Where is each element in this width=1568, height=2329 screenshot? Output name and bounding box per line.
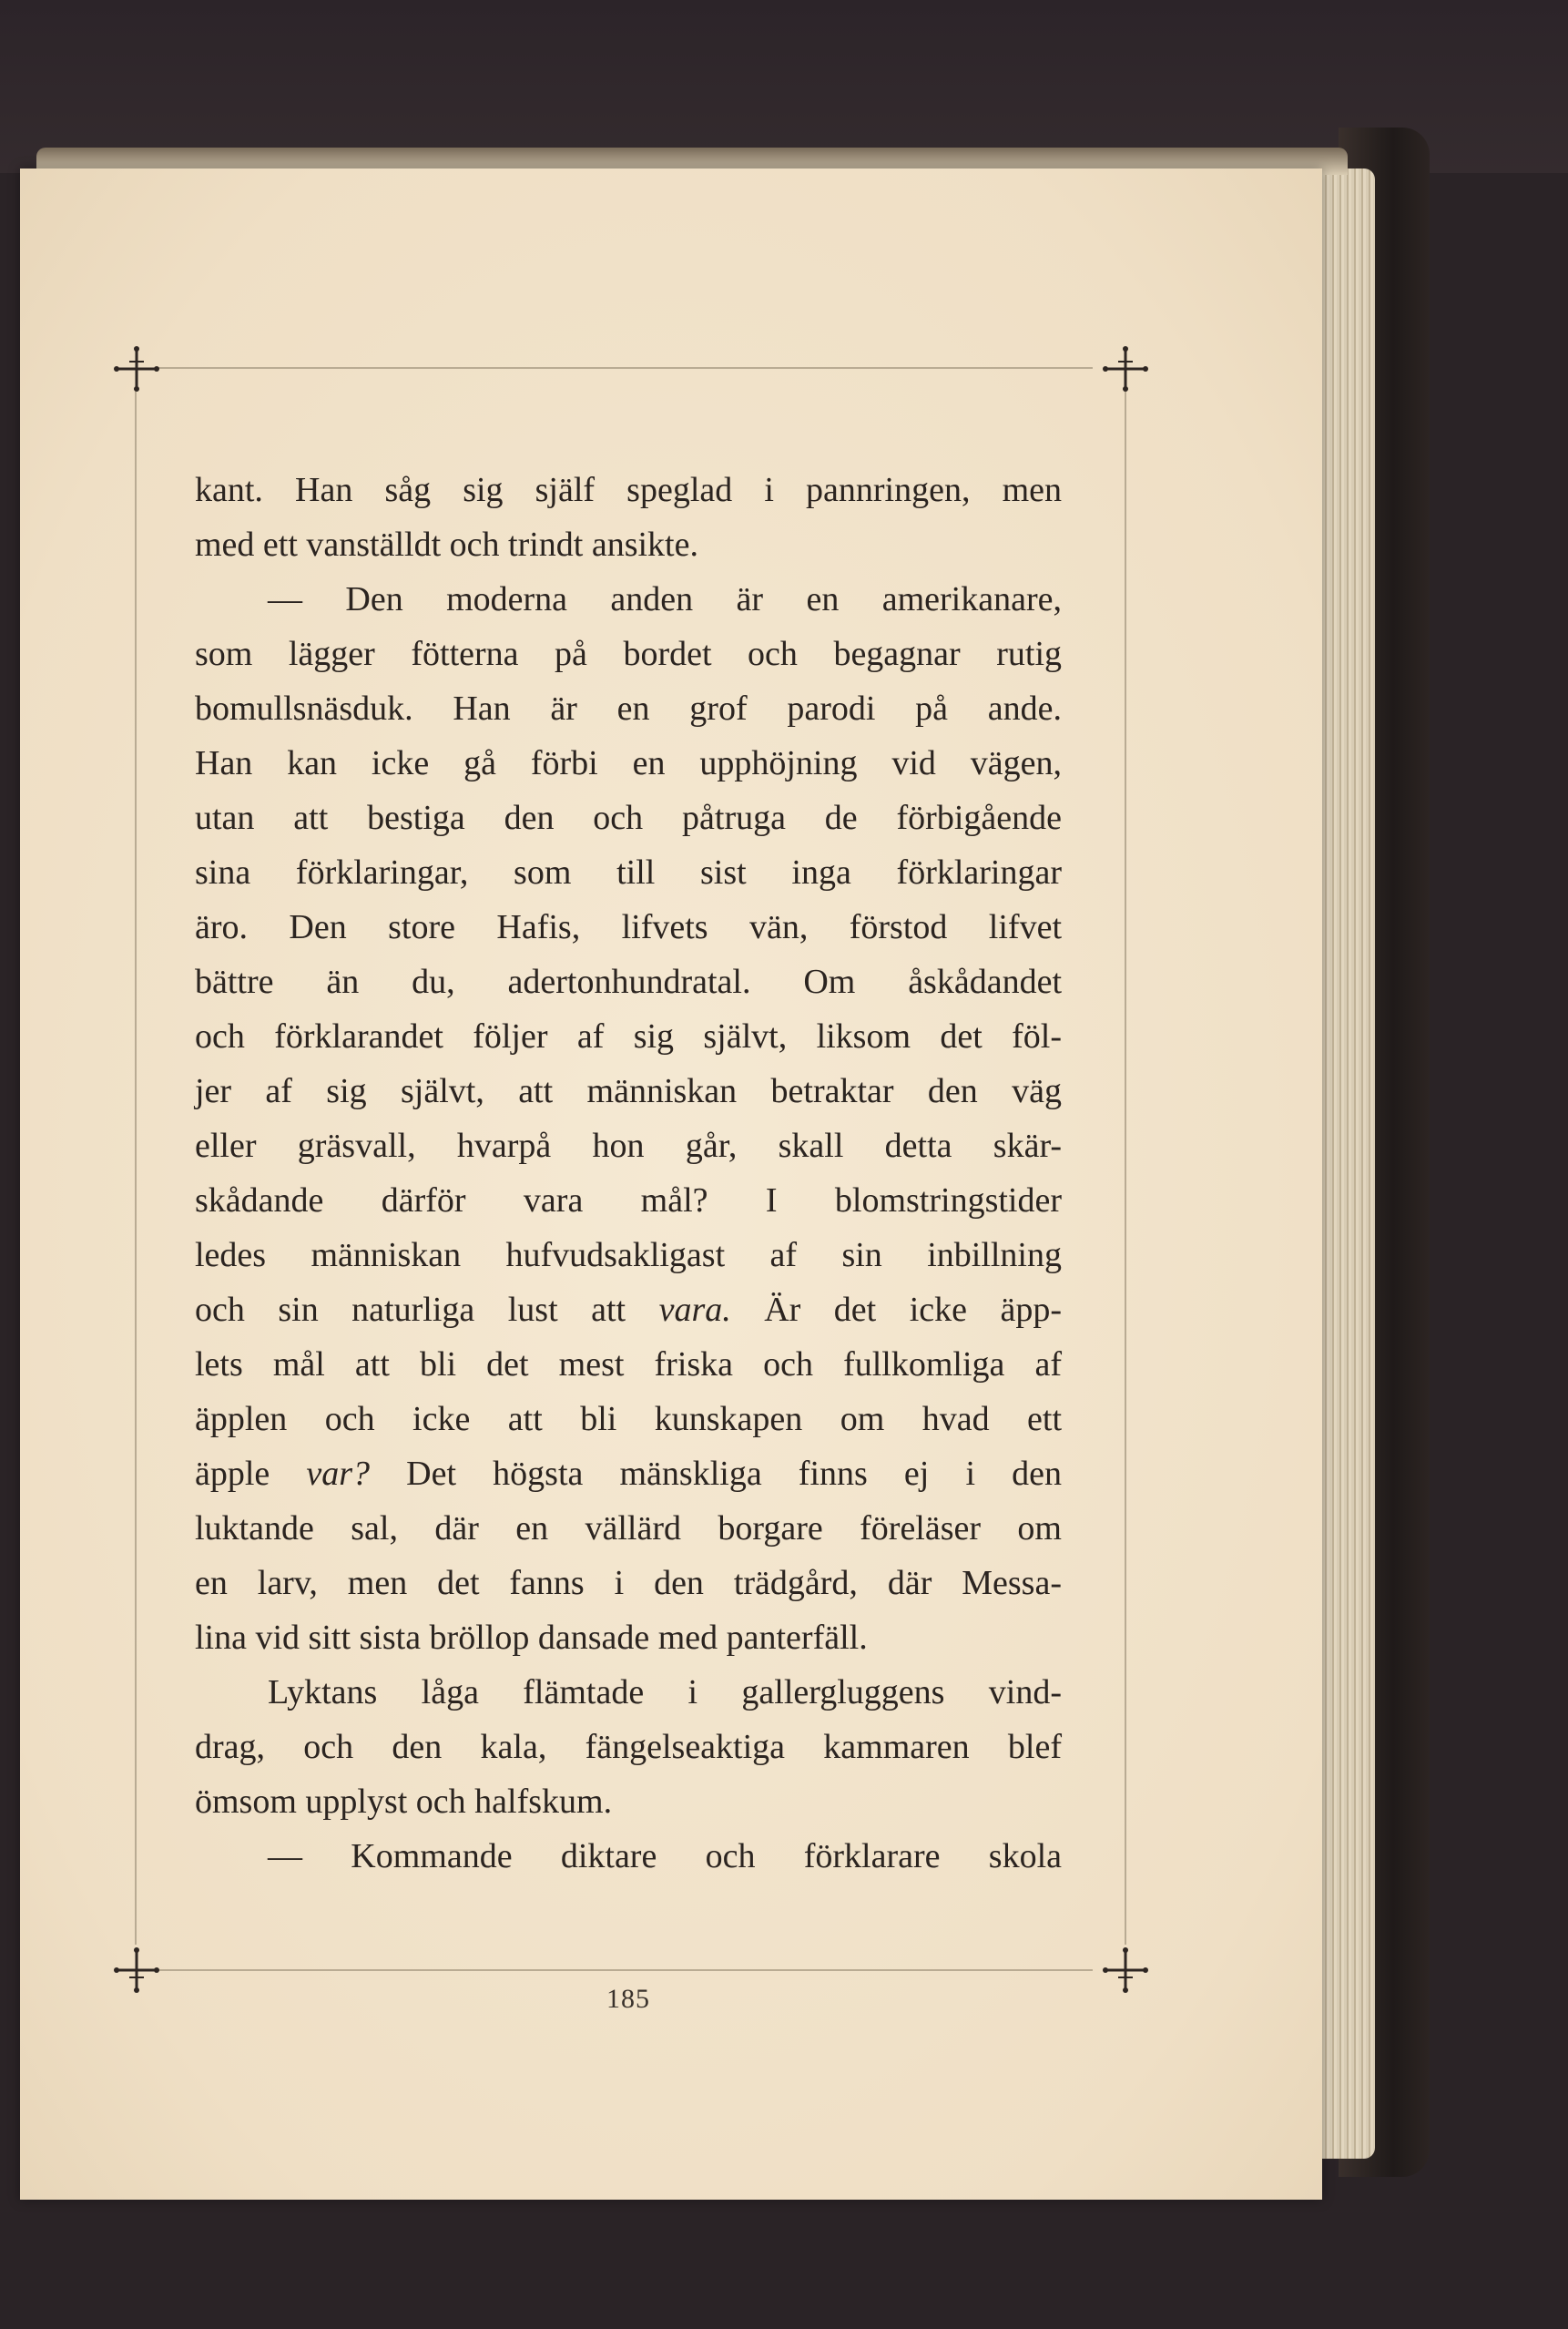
text-line: luktande sal, där en vällärd borgare föreläser om — [195, 1509, 1062, 1548]
frame-rule-bottom — [155, 1969, 1093, 1971]
text-line: med ett vanställdt och trindt ansikte. — [195, 526, 698, 564]
frame-rule-right — [1125, 392, 1126, 1945]
text-line: — Kommande diktare och förklarare skola — [268, 1837, 1062, 1875]
text-line: bomullsnäsduk. Han är en grof parodi på ande. — [195, 690, 1062, 728]
text-line: ömsom upplyst och halfskum. — [195, 1783, 613, 1821]
text-line: skådande därför vara mål? I blomstringstider — [195, 1181, 1062, 1220]
text-line: lina vid sitt sista bröllop dansade med panterfäll. — [195, 1619, 868, 1657]
text-line: som lägger fötterna på bordet och begagnar rutig — [195, 635, 1062, 673]
corner-ornament-icon — [1098, 342, 1153, 396]
frame-rule-left — [135, 392, 137, 1945]
page-number: 185 — [606, 1984, 650, 2014]
text-line: kant. Han såg sig själf speglad i pannringen, men — [195, 471, 1062, 509]
text-line: utan att bestiga den och påtruga de förbigående — [195, 799, 1062, 837]
text-line: lets mål att bli det mest friska och fullkomliga af — [195, 1345, 1062, 1384]
text-line: och sin naturliga lust att vara. Är det icke äpp- — [195, 1291, 1062, 1329]
text-line: och förklarandet följer af sig självt, liksom det föl- — [195, 1017, 1062, 1056]
text-line: eller gräsvall, hvarpå hon går, skall detta skär- — [195, 1127, 1062, 1165]
corner-ornament-icon — [1098, 1943, 1153, 1997]
text-line: jer af sig självt, att människan betraktar den väg — [195, 1072, 1062, 1110]
page-body-text — [195, 463, 1062, 1884]
text-line: äro. Den store Hafis, lifvets vän, förstod lifvet — [195, 908, 1062, 946]
text-line: sina förklaringar, som till sist inga förklaringar — [195, 853, 1062, 892]
text-line: äpple var? Det högsta mänskliga finns ej i den — [195, 1455, 1062, 1493]
text-line: äpplen och icke att bli kunskapen om hvad ett — [195, 1400, 1062, 1438]
text-line: bättre än du, adertonhundratal. Om åskådandet — [195, 963, 1062, 1001]
text-line: drag, och den kala, fängelseaktiga kammaren blef — [195, 1728, 1062, 1766]
corner-ornament-icon — [109, 342, 164, 396]
text-line: Lyktans låga flämtade i gallergluggens vind- — [268, 1673, 1062, 1711]
text-line: ledes människan hufvudsakligast af sin inbillning — [195, 1236, 1062, 1274]
text-line: Han kan icke gå förbi en upphöjning vid vägen, — [195, 744, 1062, 782]
frame-rule-top — [155, 367, 1093, 369]
text-line: en larv, men det fanns i den trädgård, där Messa- — [195, 1564, 1062, 1602]
corner-ornament-icon — [109, 1943, 164, 1997]
text-line: — Den moderna anden är en amerikanare, — [268, 580, 1062, 618]
